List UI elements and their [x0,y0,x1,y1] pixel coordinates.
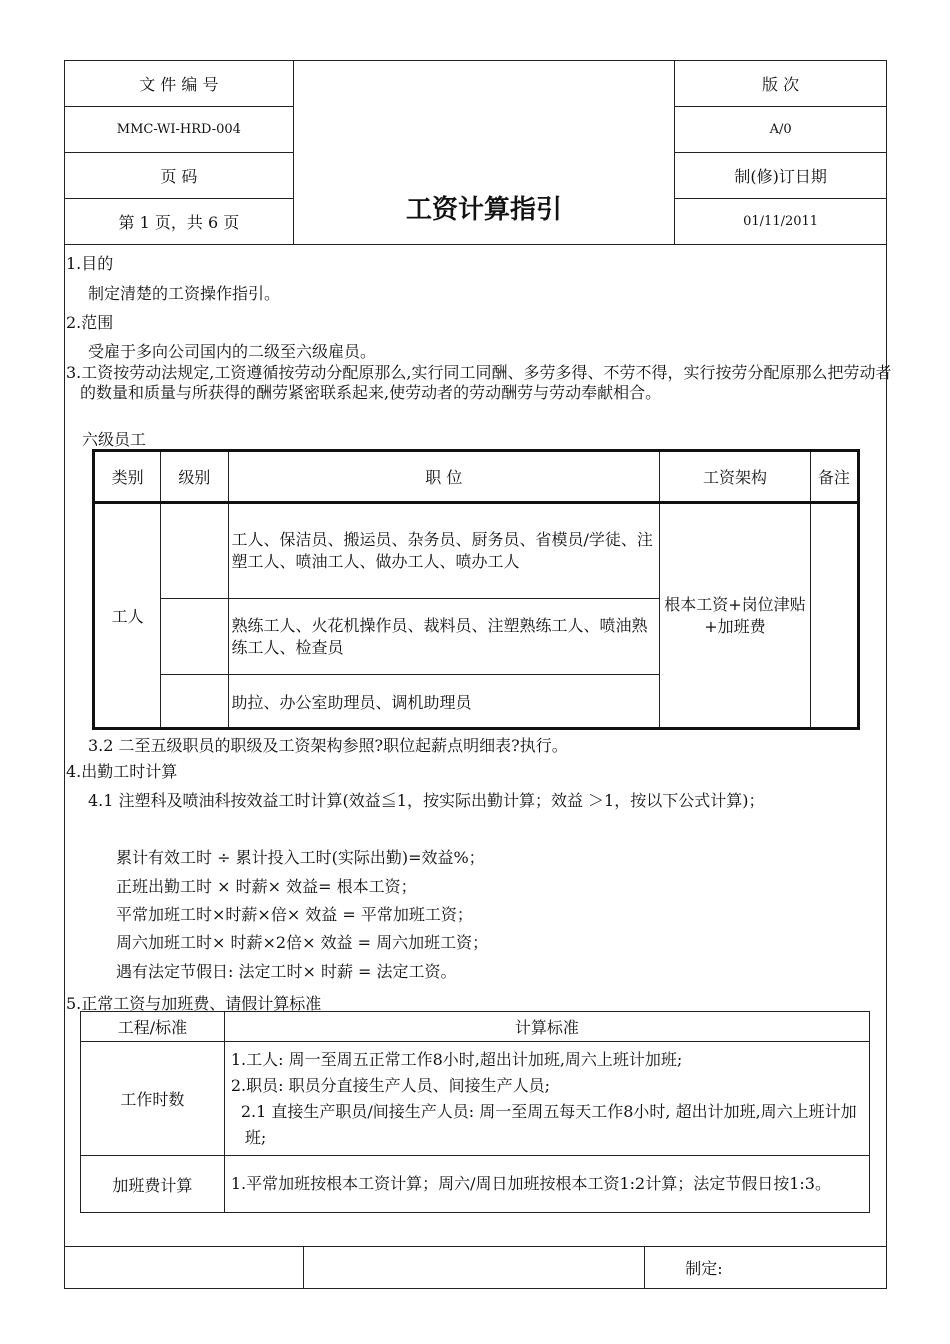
page-label: 页 码 [65,153,294,199]
grade-title: 六级员工 [82,430,147,449]
hours-label: 工作时数 [81,1042,225,1156]
section-2-body: 受雇于多向公司国内的二级至六级雇员。 [88,342,377,361]
col-header-remark: 备注 [810,451,858,503]
section-2-heading: 2.范围 [66,313,114,332]
level-cell [161,599,228,675]
col-header-category: 类别 [94,451,161,503]
doc-no-label: 文 件 编 号 [65,61,294,107]
overtime-standard: 1.平常加班按根本工资计算；周六/周日加班按根本工资1:2计算；法定节假日按1:3。 [224,1156,869,1213]
section-3-body: 3.工资按劳动法规定,工资遵循按劳动分配原那么,实行同工同酬、多劳多得、不劳不得，实行按劳分配原那么把劳动者的数量和质量与所获得的酬劳紧密联系起来,使劳动者的劳动酬劳与劳动奉献相合。 [66,363,892,402]
col-header-item: 工程/标准 [81,1012,225,1042]
overtime-label: 加班费计算 [81,1156,225,1213]
table-row [94,503,859,599]
remark-cell [810,503,858,729]
col-header-structure: 工资架构 [660,451,811,503]
position-cell: 熟练工人、火花机操作员、裁料员、注塑熟练工人、喷油熟练工人、检查员 [228,599,660,675]
version-label: 版 次 [675,61,887,107]
formula-line: 遇有法定节假日: 法定工时× 时薪 = 法定工资。 [116,962,457,981]
col-header-position: 职 位 [228,451,660,503]
footer-cell [65,1247,304,1289]
doc-no: MMC-WI-HRD-004 [65,107,294,153]
hours-line: 1.工人: 周一至周五正常工作8小时,超出计加班,周六上班计加班; [230,1049,683,1069]
formula-line: 平常加班工时×时薪×倍× 效益 = 平常加班工资； [116,905,473,924]
version: A/0 [675,107,887,153]
level-cell [161,503,228,599]
hours-line: 2.职员: 职员分直接生产人员、间接生产人员; [230,1075,550,1095]
section-4-1: 4.1 注塑科及喷油科按效益工时计算(效益≦1，按实际出勤计算；效益 ＞1，按以下公式计算)； [88,791,765,810]
section-3-2: 3.2 二至五级职员的职级及工资架构参照?职位起薪点明细表?执行。 [88,736,568,755]
revision-date: 01/11/2011 [675,199,887,245]
level-cell [161,675,228,729]
col-header-standard: 计算标准 [224,1012,869,1042]
section-5-heading: 5.正常工资与加班费、请假计算标准 [66,994,322,1013]
footer-cell [303,1247,645,1289]
structure-cell: 根本工资+岗位津贴+加班费 [660,503,811,729]
table-row [81,1042,870,1156]
grade-table [92,449,860,730]
formula-line: 累计有效工时 ÷ 累计投入工时(实际出勤)=效益%； [116,848,485,867]
category-cell: 工人 [94,503,161,729]
document-header [64,60,887,245]
made-by-label: 制定: [645,1247,887,1289]
date-label: 制(修)订日期 [675,153,887,199]
formula-line: 正班出勤工时 × 时薪× 效益= 根本工资； [116,877,417,896]
col-header-level: 级别 [161,451,228,503]
formula-line: 周六加班工时× 时薪×2倍× 效益 = 周六加班工资； [116,933,489,952]
section-4-heading: 4.出勤工时计算 [66,762,178,781]
position-cell: 工人、保洁员、搬运员、杂务员、厨务员、省模员/学徒、注塑工人、喷油工人、做办工人、喷办工人 [228,503,660,599]
position-cell: 助拉、办公室助理员、调机助理员 [228,675,660,729]
page-value: 第 1 页，共 6 页 [65,199,294,245]
footer [64,1246,887,1289]
page-title: 工资计算指引 [293,61,674,245]
table-row [81,1156,870,1213]
section-1-body: 制定清楚的工资操作指引。 [88,284,281,303]
hours-line: 2.1 直接生产职员/间接生产人员: 周一至周五每天工作8小时, 超出计加班,周六上班计加班; [240,1101,857,1147]
standard-table [80,1011,870,1213]
hours-standard [224,1042,869,1156]
section-1-heading: 1.目的 [66,254,114,273]
